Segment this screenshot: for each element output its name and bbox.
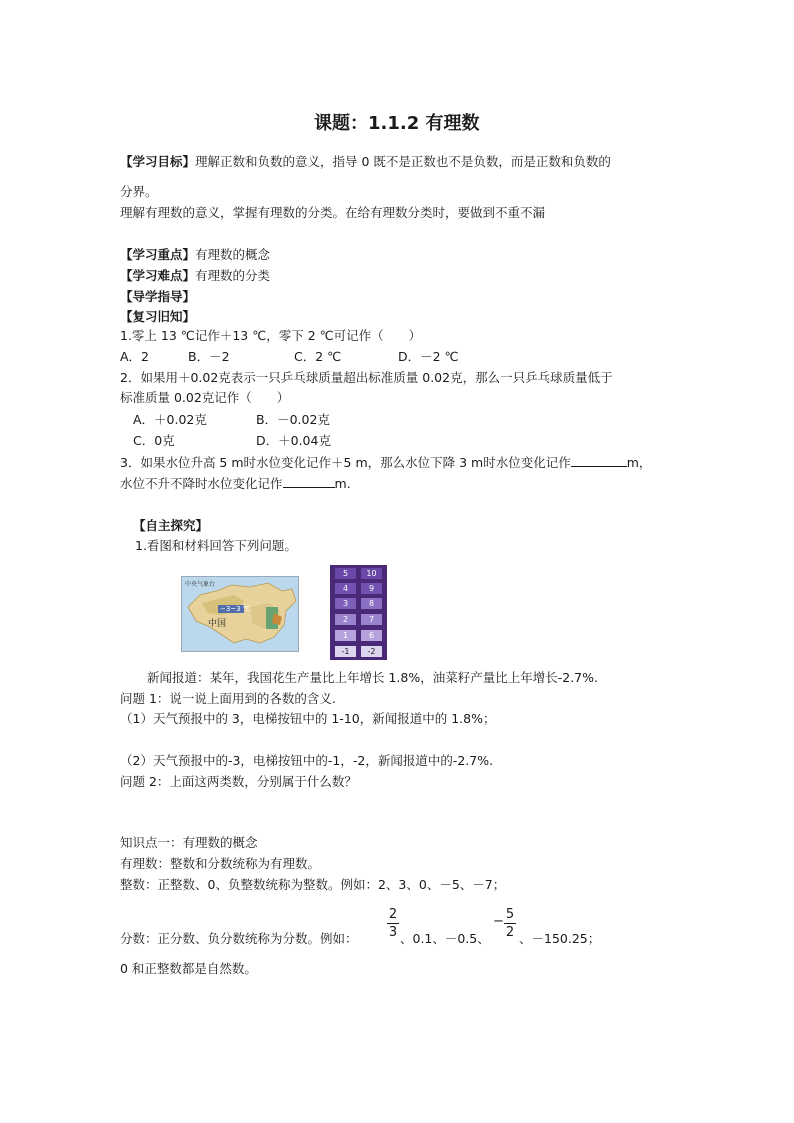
difficult-point: [120, 268, 270, 284]
elevator-button: 1: [335, 630, 356, 641]
fraction-definition-c: 、－150.25；: [519, 931, 601, 946]
q3-text-a: 3．如果水位升高 5 m时水位变化记作＋5 m，那么水位下降 3 m时水位变化记作: [120, 455, 571, 470]
difficult-point-label: 【学习难点】: [120, 268, 196, 283]
key-point-text: 有理数的概念: [195, 247, 271, 262]
explore-heading: 【自主探究】: [133, 518, 209, 533]
fraction-five-halves: [504, 907, 516, 940]
key-point: [120, 247, 270, 263]
q2-option-c: C．0克: [133, 433, 175, 448]
fraction-numerator: 5: [505, 907, 515, 922]
learning-goal-text: 理解正数和负数的意义，指导 0 既不是正数也不是负数，而是正数和负数的: [195, 154, 611, 169]
learning-goal-line2: 分界。: [120, 184, 158, 199]
explore-intro: 1.看图和材料回答下列问题。: [135, 538, 297, 553]
q1-option-a: A．2: [120, 349, 150, 364]
q1-option-b: B．－2: [188, 349, 230, 364]
knowledge-heading: 知识点一：有理数的概念: [120, 835, 258, 850]
question-2-line1: 2．如果用＋0.02克表示一只乒乓球质量超出标准质量 0.02克，那么一只乒乓球质量低于: [120, 370, 613, 385]
map-country-label: 中国: [208, 619, 227, 629]
elevator-button: 7: [361, 614, 382, 625]
guide-heading: 【导学指导】: [120, 289, 196, 304]
review-heading: 【复习旧知】: [120, 309, 196, 324]
learning-goal-line1: [120, 154, 611, 170]
question-1: 1.零上 13 ℃记作＋13 ℃，零下 2 ℃可记作（ ）: [120, 328, 422, 343]
map-source-label: 中央气象台: [185, 581, 216, 588]
q2-option-d: D．＋0.04克: [256, 433, 331, 448]
difficult-point-text: 有理数的分类: [195, 268, 271, 283]
page-title: 课题：1.1.2 有理数: [314, 113, 480, 134]
news-report: 新闻报道：某年，我国花生产量比上年增长 1.8%，油菜籽产量比上年增长-2.7%.: [147, 670, 598, 685]
china-map-graphic: [182, 577, 298, 651]
fraction-numerator: 2: [388, 907, 398, 922]
rational-definition: 有理数：整数和分数统称为有理数。: [120, 856, 321, 871]
elevator-button: 3: [335, 598, 356, 609]
elevator-button: 2: [335, 614, 356, 625]
question-3-line2: [120, 475, 351, 492]
fraction-bar: [504, 923, 516, 924]
elevator-button: -1: [335, 646, 356, 657]
natural-number-note: 0 和正整数都是自然数。: [120, 961, 257, 976]
elevator-button: 8: [361, 598, 382, 609]
q1-option-d: D．－2 ℃: [398, 349, 459, 364]
problem-1-item-1: （1）天气预报中的 3，电梯按钮中的 1-10，新闻报道中的 1.8%；: [120, 711, 496, 726]
elevator-button-panel: [330, 565, 387, 660]
fraction-definition-b: 、0.1、－0.5、: [400, 931, 490, 946]
question-3-line1: [120, 454, 651, 471]
elevator-button: 4: [335, 583, 356, 594]
elevator-button: 9: [361, 583, 382, 594]
q3-text-c: 水位不升不降时水位变化记作: [120, 476, 283, 491]
q3-answer-blank-2[interactable]: [283, 475, 335, 488]
elevator-button: -2: [361, 646, 382, 657]
integer-definition: 整数：正整数、0、负整数统称为整数。例如：2、3、0、－5、－7；: [120, 877, 506, 892]
q2-option-b: B．－0.02克: [256, 412, 330, 427]
q3-text-d: m.: [334, 476, 351, 491]
fraction-definition-a: 分数：正分数、负分数统称为分数。例如：: [120, 931, 358, 946]
problem-2: 问题 2：上面这两类数，分别属于什么数？: [120, 774, 357, 789]
fraction-two-thirds: [387, 907, 399, 940]
china-weather-map: [181, 576, 299, 652]
map-temperature-label: −3~3 ℃: [220, 605, 251, 613]
problem-1-item-2: （2）天气预报中的-3，电梯按钮中的-1，-2，新闻报道中的-2.7%.: [120, 753, 494, 768]
elevator-button: 10: [361, 568, 382, 579]
q2-option-a: A．＋0.02克: [133, 412, 207, 427]
elevator-button: 6: [361, 630, 382, 641]
problem-1: 问题 1：说一说上面用到的各数的含义.: [120, 691, 336, 706]
question-2-line2: 标准质量 0.02克记作（ ）: [120, 390, 290, 405]
fraction-bar: [387, 923, 399, 924]
q3-answer-blank-1[interactable]: [571, 454, 627, 467]
q3-text-b: m，: [626, 455, 652, 470]
key-point-label: 【学习重点】: [120, 247, 196, 262]
negative-sign: −: [493, 914, 504, 929]
learning-goal-label: 【学习目标】: [120, 154, 196, 169]
fraction-denominator: 3: [388, 925, 398, 940]
fraction-denominator: 2: [505, 925, 515, 940]
q1-option-c: C．2 ℃: [294, 349, 342, 364]
elevator-button: 5: [335, 568, 356, 579]
learning-goal-line3: 理解有理数的意义，掌握有理数的分类。在给有理数分类时，要做到不重不漏: [120, 205, 546, 220]
